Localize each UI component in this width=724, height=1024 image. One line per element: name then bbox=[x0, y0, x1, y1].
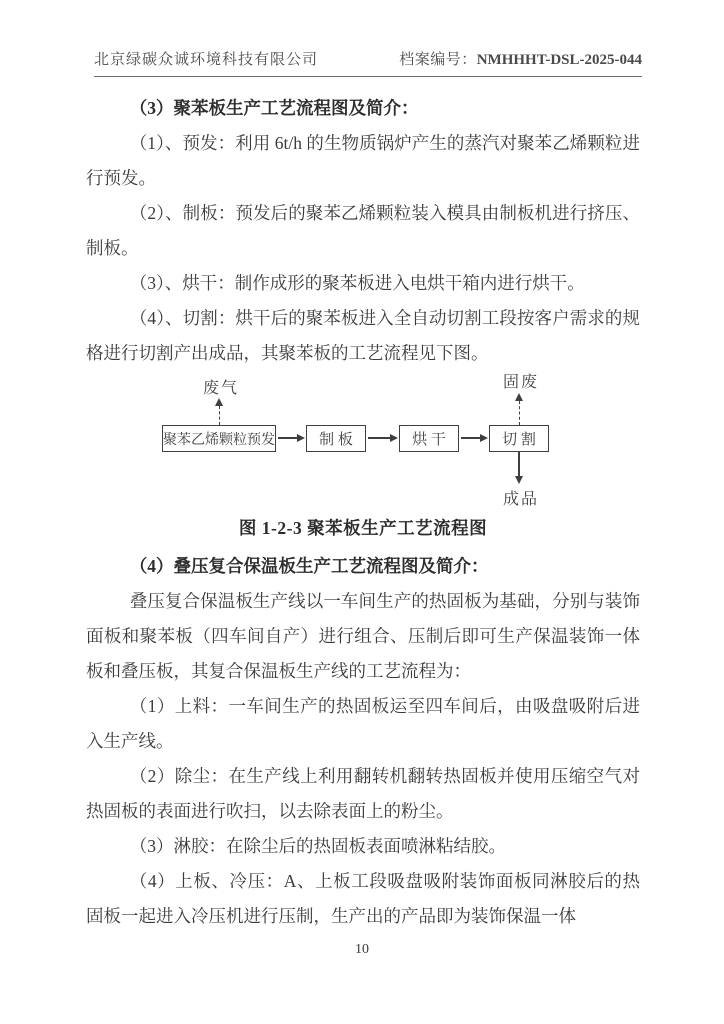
arrow-line bbox=[278, 437, 297, 439]
flow-box-board-making: 制 板 bbox=[306, 425, 366, 452]
flow-box-prefoaming: 聚苯乙烯颗粒预发 bbox=[162, 425, 276, 452]
dashed-up-arrow-icon bbox=[513, 393, 525, 425]
page-header bbox=[94, 48, 642, 77]
arrowhead-right-icon bbox=[297, 434, 305, 442]
figure-caption: 图 1-2-3 聚苯板生产工艺流程图 bbox=[238, 518, 488, 538]
paragraph: （3）淋胶：在除尘后的热固板表面喷淋粘结胶。 bbox=[129, 836, 506, 856]
arrowhead-up-icon bbox=[515, 393, 523, 401]
solid-down-arrow-icon bbox=[513, 452, 525, 484]
arrowhead-right-icon bbox=[390, 434, 398, 442]
paragraph: （2）、制板：预发后的聚苯乙烯颗粒装入模具由制板机进行挤压、制板。 bbox=[86, 203, 640, 258]
dashed-up-arrow-icon bbox=[213, 398, 225, 425]
flow-box-cutting: 切 割 bbox=[489, 425, 549, 452]
arrowhead-up-icon bbox=[215, 398, 223, 406]
section-4-heading: （4）叠压复合保温板生产工艺流程图及简介： bbox=[129, 556, 489, 576]
paragraph: 叠压复合保温板生产线以一车间生产的热固板为基础，分别与装饰面板和聚苯板（四车间自产）进行组合、压制后即可生产保温装饰一体板和叠压板，其复合保温板生产线的工艺流程为： bbox=[86, 591, 640, 681]
dashed-line bbox=[519, 401, 520, 425]
section-4-block bbox=[86, 549, 640, 934]
page-number: 10 bbox=[355, 942, 369, 957]
dashed-line bbox=[219, 406, 220, 425]
paragraph: （1）上料：一车间生产的热固板运至四车间后，由吸盘吸附后进入生产线。 bbox=[86, 696, 640, 751]
paragraph: （2）除尘：在生产线上利用翻转机翻转热固板并使用压缩空气对热固板的表面进行吹扫，以去除表面上的粉尘。 bbox=[86, 766, 640, 821]
paragraph: （4）上板、冷压：A、上板工段吸盘吸附装饰面板同淋胶后的热固板一起进入冷压机进行压制，生产出的产品即为装饰保温一体 bbox=[86, 871, 640, 926]
paragraph: （3）、烘干：制作成形的聚苯板进入电烘干箱内进行烘干。 bbox=[129, 273, 585, 293]
archive-label: 档案编号： bbox=[399, 52, 477, 68]
arrow-line bbox=[461, 437, 480, 439]
archive-value: NMHHHT-DSL-2025-044 bbox=[476, 52, 642, 68]
arrow-line bbox=[368, 437, 390, 439]
arrowhead-right-icon bbox=[480, 434, 488, 442]
paragraph: （4）、切割：烘干后的聚苯板进入全自动切割工段按客户需求的规格进行切割产出成品，其聚苯板的工艺流程见下图。 bbox=[86, 308, 640, 363]
flow-arrow-right-icon bbox=[278, 433, 305, 442]
section-3-block bbox=[86, 91, 640, 371]
flow-arrow-right-icon bbox=[461, 433, 488, 442]
company-name: 北京绿碳众诚环境科技有限公司 bbox=[94, 52, 319, 68]
flow-arrow-right-icon bbox=[368, 433, 398, 442]
flow-box-drying: 烘 干 bbox=[399, 425, 459, 452]
archive-number bbox=[399, 48, 642, 69]
arrowhead-down-icon bbox=[515, 476, 523, 484]
product-label: 成品 bbox=[503, 491, 540, 508]
waste-gas-label: 废气 bbox=[203, 380, 240, 397]
paragraph: （1）、预发：利用 6t/h 的生物质锅炉产生的蒸汽对聚苯乙烯颗粒进行预发。 bbox=[86, 133, 640, 188]
section-3-heading: （3）聚苯板生产工艺流程图及简介： bbox=[129, 98, 419, 118]
solid-waste-label: 固废 bbox=[503, 374, 540, 391]
arrow-line bbox=[518, 452, 520, 476]
